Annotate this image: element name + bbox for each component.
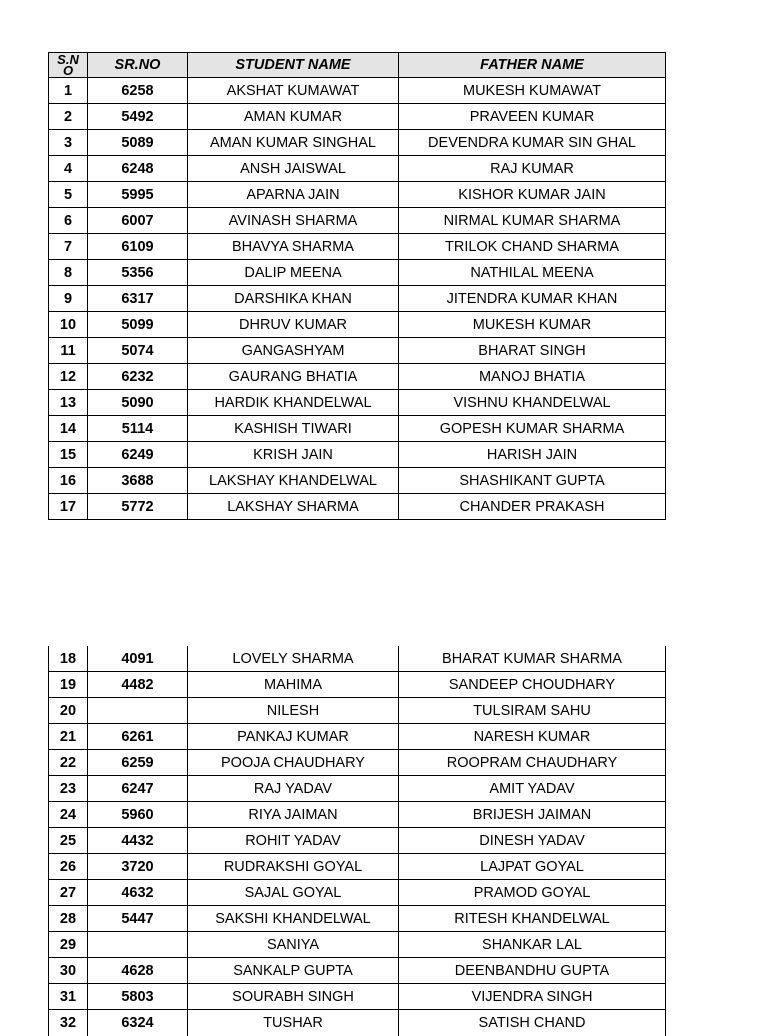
father-name-cell: PRAMOD GOYAL — [399, 880, 666, 906]
sno-cell: 15 — [49, 442, 88, 468]
table-row — [49, 468, 666, 494]
father-name-cell: VIJENDRA SINGH — [399, 984, 666, 1010]
father-name-cell: MANOJ BHATIA — [399, 364, 666, 390]
srno-cell: 6317 — [88, 286, 188, 312]
student-name-cell: APARNA JAIN — [188, 182, 399, 208]
student-name-cell: AKSHAT KUMAWAT — [188, 78, 399, 104]
table-row — [49, 260, 666, 286]
srno-cell: 5090 — [88, 390, 188, 416]
srno-cell: 6259 — [88, 750, 188, 776]
srno-cell: 6232 — [88, 364, 188, 390]
srno-cell: 5492 — [88, 104, 188, 130]
table-row — [49, 494, 666, 520]
header-father-name: FATHER NAME — [399, 53, 666, 78]
sno-cell: 23 — [49, 776, 88, 802]
table-row — [49, 828, 666, 854]
table-row — [49, 156, 666, 182]
sno-cell: 21 — [49, 724, 88, 750]
table-row — [49, 724, 666, 750]
father-name-cell: NIRMAL KUMAR SHARMA — [399, 208, 666, 234]
sno-cell: 18 — [49, 646, 88, 672]
father-name-cell: TRILOK CHAND SHARMA — [399, 234, 666, 260]
table-row — [49, 338, 666, 364]
sno-cell: 25 — [49, 828, 88, 854]
student-name-cell: NILESH — [188, 698, 399, 724]
father-name-cell: JITENDRA KUMAR KHAN — [399, 286, 666, 312]
sno-cell: 31 — [49, 984, 88, 1010]
student-name-cell: ANSH JAISWAL — [188, 156, 399, 182]
father-name-cell: TULSIRAM SAHU — [399, 698, 666, 724]
srno-cell: 5960 — [88, 802, 188, 828]
table-row — [49, 776, 666, 802]
father-name-cell: AMIT YADAV — [399, 776, 666, 802]
student-name-cell: SANKALP GUPTA — [188, 958, 399, 984]
student-name-cell: AMAN KUMAR SINGHAL — [188, 130, 399, 156]
table-row — [49, 854, 666, 880]
father-name-cell: SHASHIKANT GUPTA — [399, 468, 666, 494]
student-table-part-1 — [48, 52, 666, 520]
srno-cell: 5995 — [88, 182, 188, 208]
sno-cell: 5 — [49, 182, 88, 208]
srno-cell: 6258 — [88, 78, 188, 104]
table-row — [49, 672, 666, 698]
sno-cell: 1 — [49, 78, 88, 104]
student-name-cell: LAKSHAY KHANDELWAL — [188, 468, 399, 494]
srno-cell: 5089 — [88, 130, 188, 156]
srno-cell: 6261 — [88, 724, 188, 750]
table-row — [49, 932, 666, 958]
student-name-cell: PANKAJ KUMAR — [188, 724, 399, 750]
table-row — [49, 182, 666, 208]
student-name-cell: KASHISH TIWARI — [188, 416, 399, 442]
sno-cell: 12 — [49, 364, 88, 390]
student-name-cell: POOJA CHAUDHARY — [188, 750, 399, 776]
sno-cell: 14 — [49, 416, 88, 442]
sno-cell: 11 — [49, 338, 88, 364]
srno-cell: 5803 — [88, 984, 188, 1010]
student-name-cell: DARSHIKA KHAN — [188, 286, 399, 312]
srno-cell: 5772 — [88, 494, 188, 520]
father-name-cell: KISHOR KUMAR JAIN — [399, 182, 666, 208]
student-name-cell: RIYA JAIMAN — [188, 802, 399, 828]
table-row — [49, 750, 666, 776]
srno-cell: 4632 — [88, 880, 188, 906]
table-row — [49, 906, 666, 932]
sno-cell: 30 — [49, 958, 88, 984]
student-name-cell: ROHIT YADAV — [188, 828, 399, 854]
father-name-cell: VISHNU KHANDELWAL — [399, 390, 666, 416]
father-name-cell: RITESH KHANDELWAL — [399, 906, 666, 932]
student-name-cell: AVINASH SHARMA — [188, 208, 399, 234]
sno-cell: 2 — [49, 104, 88, 130]
father-name-cell: MUKESH KUMAR — [399, 312, 666, 338]
sno-cell: 8 — [49, 260, 88, 286]
student-name-cell: GANGASHYAM — [188, 338, 399, 364]
table-row — [49, 880, 666, 906]
srno-cell: 6249 — [88, 442, 188, 468]
sno-cell: 26 — [49, 854, 88, 880]
sno-cell: 28 — [49, 906, 88, 932]
table-row — [49, 390, 666, 416]
table-row — [49, 234, 666, 260]
father-name-cell: DEENBANDHU GUPTA — [399, 958, 666, 984]
sno-cell: 16 — [49, 468, 88, 494]
srno-cell: 6324 — [88, 1010, 188, 1036]
table-row — [49, 442, 666, 468]
student-name-cell: SAKSHI KHANDELWAL — [188, 906, 399, 932]
sno-cell: 22 — [49, 750, 88, 776]
srno-cell: 6109 — [88, 234, 188, 260]
father-name-cell: HARISH JAIN — [399, 442, 666, 468]
srno-cell: 5099 — [88, 312, 188, 338]
srno-cell: 4091 — [88, 646, 188, 672]
father-name-cell: SATISH CHAND — [399, 1010, 666, 1036]
student-name-cell: SAJAL GOYAL — [188, 880, 399, 906]
table-row — [49, 802, 666, 828]
srno-cell: 4432 — [88, 828, 188, 854]
srno-cell: 4482 — [88, 672, 188, 698]
father-name-cell: SHANKAR LAL — [399, 932, 666, 958]
father-name-cell: BRIJESH JAIMAN — [399, 802, 666, 828]
student-name-cell: RUDRAKSHI GOYAL — [188, 854, 399, 880]
student-name-cell: LOVELY SHARMA — [188, 646, 399, 672]
table-row — [49, 1010, 666, 1036]
table-row — [49, 208, 666, 234]
srno-cell: 5356 — [88, 260, 188, 286]
header-row — [49, 53, 666, 78]
srno-cell: 5447 — [88, 906, 188, 932]
table-row — [49, 78, 666, 104]
student-name-cell: AMAN KUMAR — [188, 104, 399, 130]
srno-cell: 5074 — [88, 338, 188, 364]
table-row — [49, 130, 666, 156]
sno-cell: 9 — [49, 286, 88, 312]
sno-cell: 17 — [49, 494, 88, 520]
student-name-cell: KRISH JAIN — [188, 442, 399, 468]
sno-cell: 24 — [49, 802, 88, 828]
student-name-cell: LAKSHAY SHARMA — [188, 494, 399, 520]
table-row — [49, 698, 666, 724]
father-name-cell: DEVENDRA KUMAR SIN GHAL — [399, 130, 666, 156]
father-name-cell: GOPESH KUMAR SHARMA — [399, 416, 666, 442]
sno-cell: 6 — [49, 208, 88, 234]
father-name-cell: LAJPAT GOYAL — [399, 854, 666, 880]
father-name-cell: BHARAT KUMAR SHARMA — [399, 646, 666, 672]
student-name-cell: HARDIK KHANDELWAL — [188, 390, 399, 416]
sno-cell: 3 — [49, 130, 88, 156]
father-name-cell: ROOPRAM CHAUDHARY — [399, 750, 666, 776]
header-srno: SR.NO — [88, 53, 188, 78]
student-table-part-2 — [48, 646, 666, 1036]
srno-cell — [88, 698, 188, 724]
sno-cell: 13 — [49, 390, 88, 416]
father-name-cell: PRAVEEN KUMAR — [399, 104, 666, 130]
sno-cell: 32 — [49, 1010, 88, 1036]
student-name-cell: RAJ YADAV — [188, 776, 399, 802]
father-name-cell: DINESH YADAV — [399, 828, 666, 854]
student-name-cell: MAHIMA — [188, 672, 399, 698]
sno-cell: 29 — [49, 932, 88, 958]
father-name-cell: RAJ KUMAR — [399, 156, 666, 182]
table-row — [49, 312, 666, 338]
srno-cell: 3688 — [88, 468, 188, 494]
sno-cell: 20 — [49, 698, 88, 724]
table-row — [49, 958, 666, 984]
father-name-cell: CHANDER PRAKASH — [399, 494, 666, 520]
table-row — [49, 104, 666, 130]
srno-cell: 5114 — [88, 416, 188, 442]
header-student-name: STUDENT NAME — [188, 53, 399, 78]
father-name-cell: BHARAT SINGH — [399, 338, 666, 364]
student-name-cell: TUSHAR — [188, 1010, 399, 1036]
student-name-cell: SANIYA — [188, 932, 399, 958]
table-row — [49, 646, 666, 672]
srno-cell: 6248 — [88, 156, 188, 182]
sno-cell: 19 — [49, 672, 88, 698]
father-name-cell: SANDEEP CHOUDHARY — [399, 672, 666, 698]
sno-cell: 27 — [49, 880, 88, 906]
table-row — [49, 364, 666, 390]
srno-cell: 3720 — [88, 854, 188, 880]
sno-cell: 7 — [49, 234, 88, 260]
father-name-cell: NARESH KUMAR — [399, 724, 666, 750]
student-name-cell: DHRUV KUMAR — [188, 312, 399, 338]
sno-cell: 4 — [49, 156, 88, 182]
srno-cell: 6247 — [88, 776, 188, 802]
table-row — [49, 286, 666, 312]
father-name-cell: NATHILAL MEENA — [399, 260, 666, 286]
srno-cell — [88, 932, 188, 958]
table-row — [49, 416, 666, 442]
sno-cell: 10 — [49, 312, 88, 338]
student-name-cell: SOURABH SINGH — [188, 984, 399, 1010]
student-name-cell: BHAVYA SHARMA — [188, 234, 399, 260]
srno-cell: 6007 — [88, 208, 188, 234]
student-name-cell: GAURANG BHATIA — [188, 364, 399, 390]
student-name-cell: DALIP MEENA — [188, 260, 399, 286]
header-sno: S.N O — [49, 53, 88, 78]
table-row — [49, 984, 666, 1010]
father-name-cell: MUKESH KUMAWAT — [399, 78, 666, 104]
srno-cell: 4628 — [88, 958, 188, 984]
